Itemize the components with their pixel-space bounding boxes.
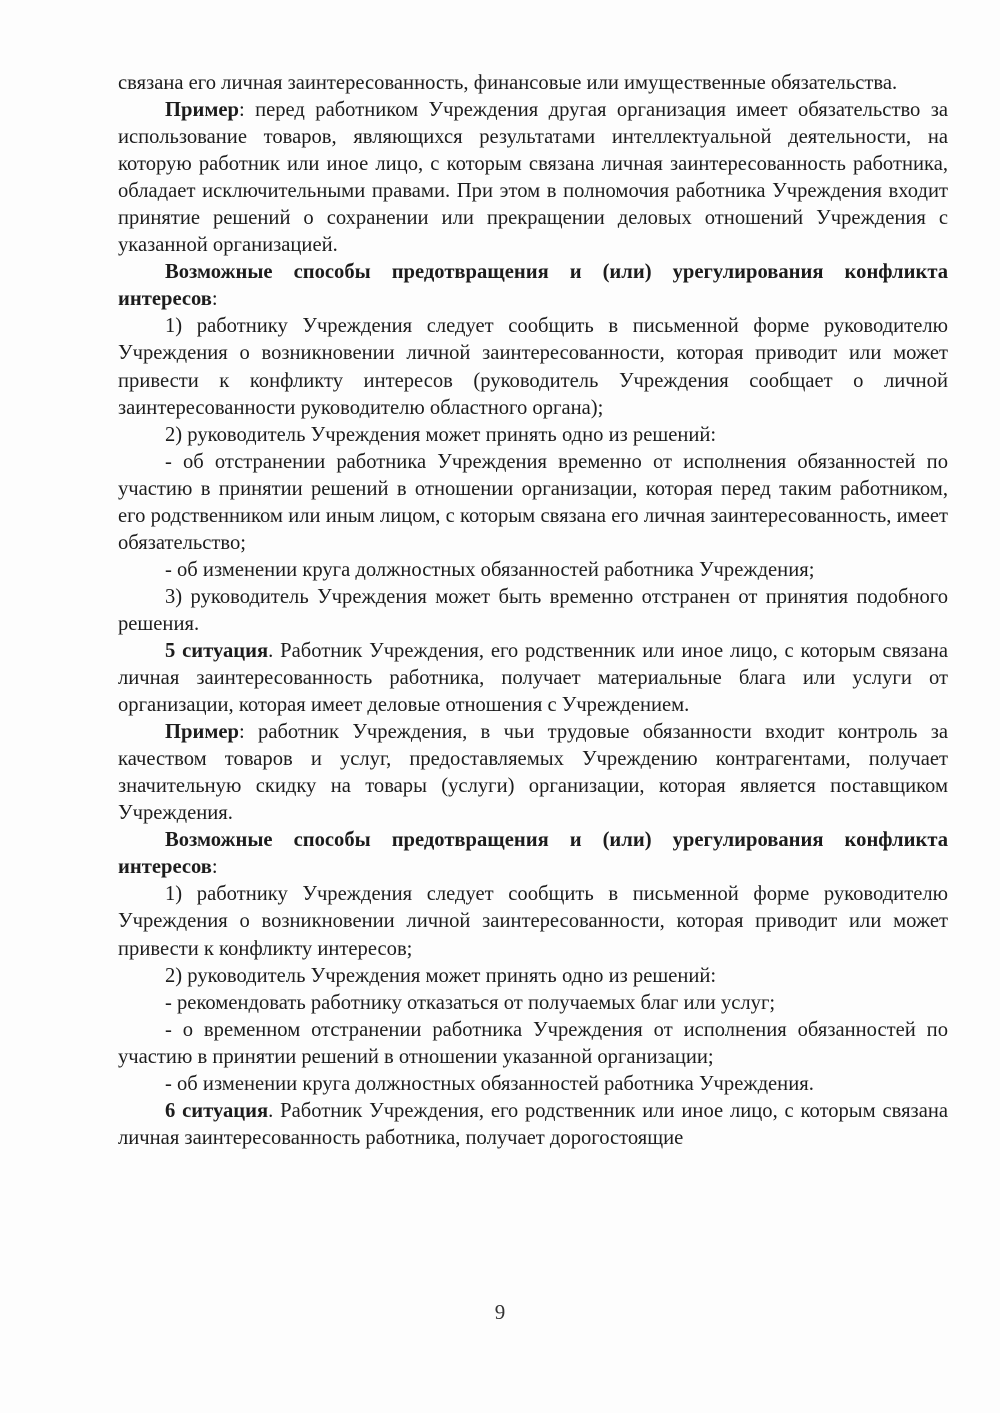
list-item [118,1017,948,1071]
section-heading [118,827,948,881]
list-item [118,990,948,1017]
situation-paragraph [118,638,948,719]
paragraph-text: . Работник Учреждения, его родственник или иное лицо, с которым связана личная заинтересованность работника, получает материальные блага или услуги от организации, которая имеет деловые отношения с Учреждением. [118,639,948,717]
paragraph-lead: Возможные способы предотвращения и (или) урегулирования конфликта интересов [118,261,948,311]
paragraph-text: 1) работнику Учреждения следует сообщить в письменной форме руководителю Учреждения о возникновении личной заинтересованности, которая приводит или может привести к конфликту интересов; [118,883,948,960]
list-item [118,881,948,962]
paragraph-text: - о временном отстранении работника Учреждения от исполнения обязанностей по участию в принятии решений в отношении указанной организации; [118,1018,948,1068]
list-item [118,449,948,557]
list-item [118,1071,948,1098]
list-item [118,963,948,990]
paragraph [118,719,948,827]
paragraph-text: : работник Учреждения, в чьи трудовые обязанности входит контроль за качеством товаров и услуг, предоставляемых Учреждению контрагентами, получает значительную скидку на товары (услуги) организации, которая является поставщиком Учреждения. [118,721,948,825]
paragraph-text: 1) работнику Учреждения следует сообщить в письменной форме руководителю Учреждения о возникновении личной заинтересованности, которая приводит или может привести к конфликту интересов (руководитель Учреждения сообщает о личной заинтересованности руководителю областного органа); [118,315,948,419]
paragraph-lead: Пример [165,99,239,122]
list-item [118,422,948,449]
paragraph-lead: 6 ситуация [165,1099,269,1122]
paragraph [118,97,948,259]
paragraph-text: - об изменении круга должностных обязанностей работника Учреждения; [165,558,815,581]
paragraph [118,70,948,97]
paragraph-text: . Работник Учреждения, его родственник или иное лицо, с которым связана личная заинтересованность работника, получает дорогостоящие [118,1099,948,1149]
paragraph-text: связана его личная заинтересованность, финансовые или имущественные обязательства. [118,72,898,94]
paragraph-text: : перед работником Учреждения другая организация имеет обязательство за использование товаров, являющихся результатами интеллектуальной деятельности, на которую работник или иное лицо, с которым связана личная заинтересованность работника, обладает исключительными правами. При этом в полномочия работника Учреждения входит принятие решений о сохранении или прекращении деловых отношений Учреждения с указанной организацией. [118,99,948,257]
paragraph-lead: Пример [165,721,239,744]
paragraph-text: - об изменении круга должностных обязанностей работника Учреждения. [165,1072,814,1095]
list-item [118,313,948,421]
page-number: 9 [494,1300,506,1324]
paragraph-text: - об отстранении работника Учреждения временно от исполнения обязанностей по участию в принятии решений в отношении организации, которая перед таким работником, его родственником или иным лицом, с которым связана его личная заинтересованность, имеет обязательство; [118,450,948,554]
section-heading [118,259,948,313]
document-body [118,70,948,1152]
paragraph-lead: 5 ситуация [165,639,269,662]
paragraph-text: : [211,288,218,311]
situation-paragraph [118,1098,948,1152]
list-item [118,557,948,584]
paragraph-text: - рекомендовать работнику отказаться от получаемых благ или услуг; [165,991,776,1014]
paragraph-text: 2) руководитель Учреждения может принять одно из решений: [165,423,717,446]
paragraph-text: 2) руководитель Учреждения может принять одно из решений: [165,964,717,987]
paragraph-text: 3) руководитель Учреждения может быть временно отстранен от принятия подобного решения. [118,585,948,635]
paragraph-lead: Возможные способы предотвращения и (или) урегулирования конфликта интересов [118,829,948,879]
list-item [118,584,948,638]
paragraph-text: : [211,856,218,879]
